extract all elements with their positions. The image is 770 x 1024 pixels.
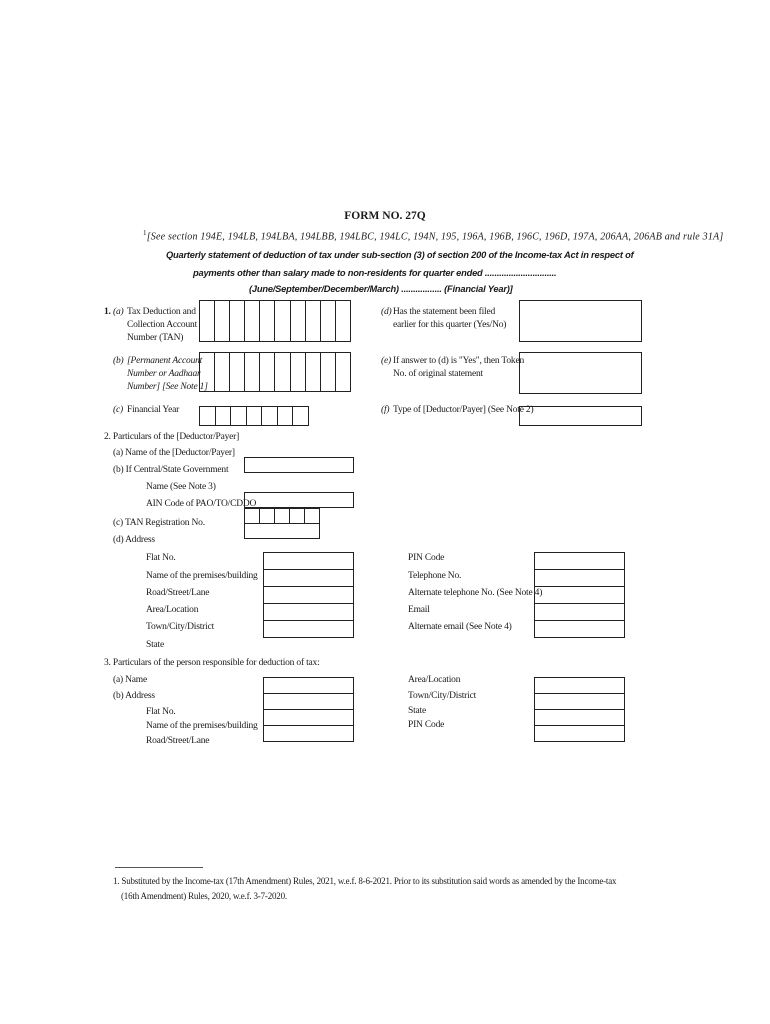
tan-label-2: Collection Account — [127, 320, 198, 330]
pan-label-2: Number or Aadhaar — [127, 369, 201, 379]
deductor-address-inputs[interactable] — [263, 553, 354, 638]
deductor-name-label: (a) Name of the [Deductor/Payer] — [113, 448, 235, 458]
tan-registration-input[interactable] — [244, 523, 320, 539]
sections-text: [See section 194E, 194LB, 194LBA, 194LBB, 194LBC, 194LC, 194N, 195, 196A, 196B, 196C, 196D, 197A, 206AA, 206AB and rule 31A] — [146, 231, 724, 243]
person-town-input[interactable] — [534, 693, 625, 710]
tan-input-cells[interactable] — [199, 300, 351, 342]
town-label: Town/City/District — [146, 622, 215, 632]
person-name-label: (a) Name — [113, 675, 148, 685]
premises-label: Name of the premises/building — [146, 571, 258, 581]
person-state-label: State — [408, 706, 426, 716]
filed-earlier-input[interactable] — [519, 300, 642, 342]
financial-year-cells[interactable] — [199, 406, 309, 426]
item-b-tag: (b) — [113, 356, 124, 366]
person-road-label: Road/Street/Lane — [146, 736, 210, 746]
email-input[interactable] — [534, 603, 625, 621]
footnote-line-2: (16th Amendment) Rules, 2020, w.e.f. 3-7-2020. — [121, 891, 287, 901]
person-name-input[interactable] — [263, 677, 354, 694]
item-e-tag: (e) — [381, 356, 391, 366]
address-label: (d) Address — [113, 535, 155, 545]
pan-input-cells[interactable] — [199, 352, 351, 392]
pan-label-3: Number] [See Note 1] — [127, 382, 208, 392]
government-input[interactable] — [244, 457, 354, 473]
telephone-label: Telephone No. — [408, 571, 462, 581]
statement-line-2: payments other than salary made to non-residents for quarter ended .............................. — [193, 268, 557, 278]
person-contact-inputs[interactable] — [534, 678, 625, 742]
gov-name-input[interactable] — [244, 492, 354, 508]
person-flat-input[interactable] — [263, 693, 354, 710]
financial-year-label: Financial Year — [127, 405, 180, 415]
person-pin-label: PIN Code — [408, 720, 445, 730]
deductor-type-input[interactable] — [519, 406, 642, 426]
person-premises-input[interactable] — [263, 709, 354, 726]
person-flat-label: Flat No. — [146, 707, 176, 717]
section-3-heading: 3. Particulars of the person responsible for deduction of tax: — [104, 658, 320, 668]
alt-telephone-input[interactable] — [534, 586, 625, 604]
item-f-tag: (f) — [381, 405, 390, 415]
person-area-label: Area/Location — [408, 675, 461, 685]
statement-line-1: Quarterly statement of deduction of tax under sub-section (3) of section 200 of the Income-tax Act in respect of — [166, 250, 634, 260]
item-a-tag: (a) — [113, 307, 124, 317]
flat-no-label: Flat No. — [146, 553, 176, 563]
deductor-contact-inputs[interactable] — [534, 553, 625, 638]
person-state-input[interactable] — [534, 709, 625, 726]
tan-label-3: Number (TAN) — [127, 333, 184, 343]
statement-line-3: (June/September/December/March) ................. (Financial Year)] — [249, 284, 513, 294]
ain-code-label: AIN Code of PAO/TO/CDDO — [146, 499, 257, 509]
deductor-type-label: Type of [Deductor/Payer] (See Note 2) — [393, 405, 534, 415]
alt-email-input[interactable] — [534, 620, 625, 638]
form-sections — [143, 229, 723, 242]
person-road-input[interactable] — [263, 725, 354, 742]
person-town-label: Town/City/District — [408, 691, 477, 701]
premises-input[interactable] — [263, 569, 354, 587]
section-1-number: 1. — [104, 307, 111, 317]
filed-earlier-label-2: earlier for this quarter (Yes/No) — [393, 320, 507, 330]
person-area-input[interactable] — [534, 677, 625, 694]
superscript-1: 1 — [143, 229, 147, 237]
person-pin-input[interactable] — [534, 725, 625, 742]
alt-telephone-label: Alternate telephone No. (See Note 4) — [408, 588, 543, 598]
gov-name-label: Name (See Note 3) — [146, 482, 216, 492]
form-title: FORM NO. 27Q — [344, 210, 426, 222]
flat-no-input[interactable] — [263, 552, 354, 570]
state-label: State — [146, 640, 164, 650]
telephone-input[interactable] — [534, 569, 625, 587]
token-input[interactable] — [519, 352, 642, 394]
tan-label-1: Tax Deduction and — [127, 307, 196, 317]
area-label: Area/Location — [146, 605, 199, 615]
item-d-tag: (d) — [381, 307, 392, 317]
token-label-1: If answer to (d) is "Yes", then Token — [393, 356, 525, 366]
area-input[interactable] — [263, 603, 354, 621]
person-premises-label: Name of the premises/building — [146, 721, 258, 731]
tan-registration-label: (c) TAN Registration No. — [113, 518, 205, 528]
government-label: (b) If Central/State Government — [113, 465, 229, 475]
person-address-label: (b) Address — [113, 691, 155, 701]
footnote-line-1: 1. Substituted by the Income-tax (17th Amendment) Rules, 2021, w.e.f. 8-6-2021. Prior to its substitution said words as amended by the Income-tax — [113, 876, 617, 886]
email-label: Email — [408, 605, 430, 615]
ain-code-cells[interactable] — [244, 508, 320, 524]
pan-label-1: [Permanent Account — [127, 356, 203, 366]
town-input[interactable] — [263, 620, 354, 638]
filed-earlier-label-1: Has the statement been filed — [393, 307, 496, 317]
road-label: Road/Street/Lane — [146, 588, 210, 598]
token-label-2: No. of original statement — [393, 369, 483, 379]
alt-email-label: Alternate email (See Note 4) — [408, 622, 512, 632]
footnote-rule — [115, 867, 203, 868]
person-address-inputs[interactable] — [263, 678, 354, 742]
pin-code-label: PIN Code — [408, 553, 445, 563]
section-2-heading: 2. Particulars of the [Deductor/Payer] — [104, 432, 240, 442]
item-c-tag: (c) — [113, 405, 123, 415]
road-input[interactable] — [263, 586, 354, 604]
pin-code-input[interactable] — [534, 552, 625, 570]
